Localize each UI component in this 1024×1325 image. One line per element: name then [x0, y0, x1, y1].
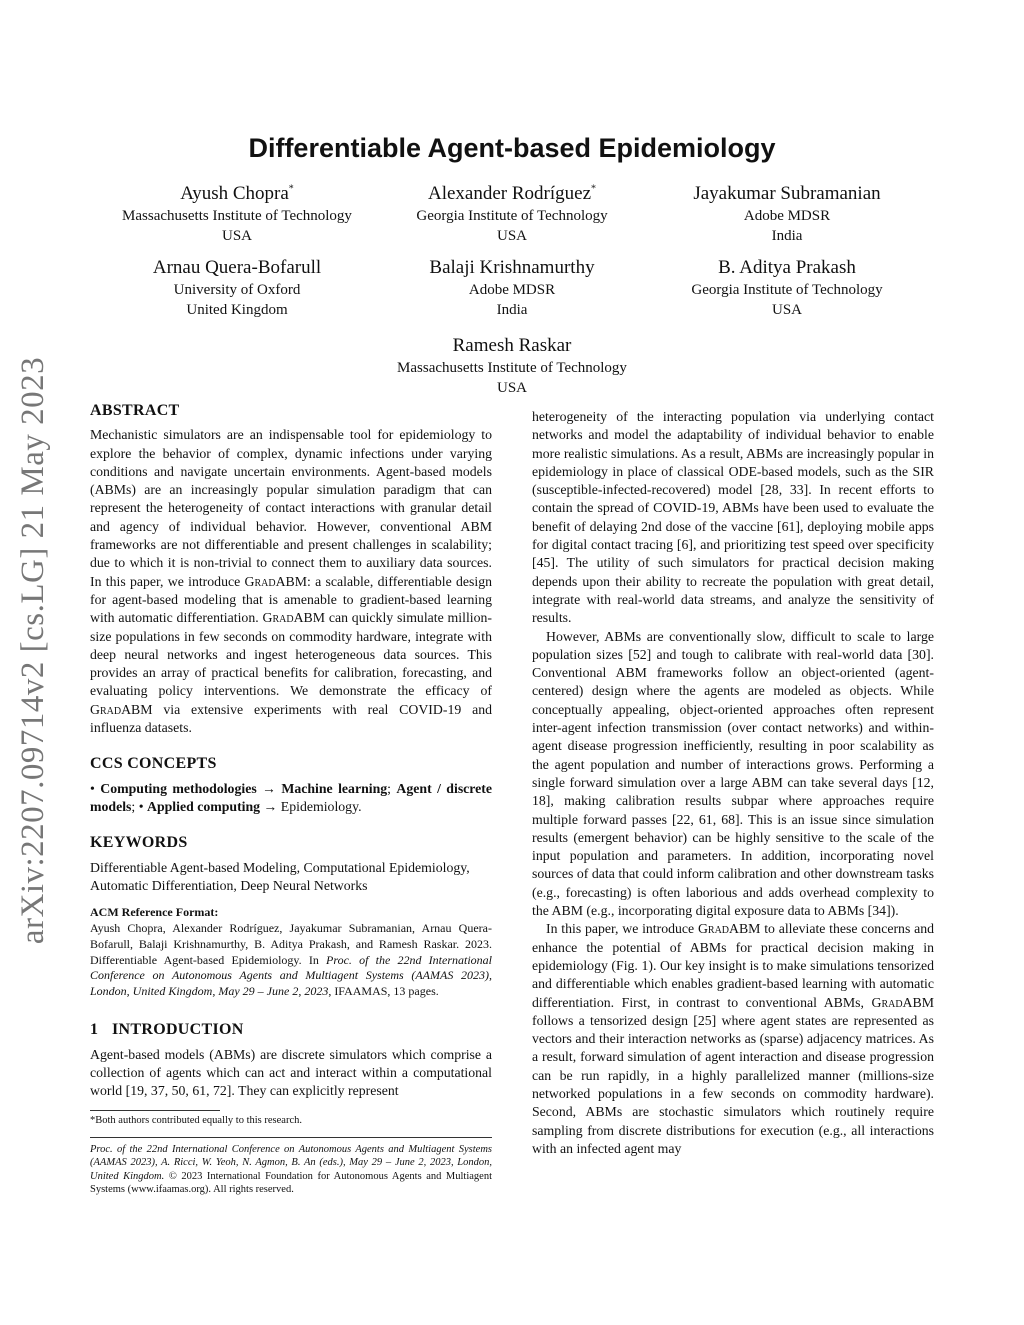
- conference-proceedings: Proc. of the 22nd International Conference on Autonomous Agents and Multiagent Systems (AAMAS 2023), A. Ricci, W. Yeoh, N. Agmon, B. An (eds.), May 29 – June 2, 2023, London, United Kingdom.: [90, 1143, 492, 1182]
- author-block: [362, 334, 662, 398]
- abstract-text: [90, 426, 492, 737]
- acm-reference: [90, 921, 492, 999]
- bullet: •: [90, 780, 95, 796]
- bullet: •: [138, 798, 144, 814]
- ccs-term: Machine learning: [281, 780, 388, 796]
- right-column: [532, 408, 934, 1158]
- intro-paragraph: Agent-based models (ABMs) are discrete simulators which comprise a collection of agents which can act and interact within a computational world [19, 37, 50, 61, 72]. They can explicitly represent: [90, 1046, 492, 1099]
- ccs-term: Computing methodologies: [100, 780, 257, 796]
- conference-copyright: © 2023 International Foundation for Autonomous Agents and Multiagent Systems (www.ifaamas.org). All rights reserved.: [90, 1170, 492, 1196]
- paper-title: Differentiable Agent-based Epidemiology: [248, 133, 776, 163]
- author-country: USA: [221, 228, 252, 244]
- keywords-text: Differentiable Agent-based Modeling, Computational Epidemiology, Automatic Differentiation, Deep Neural Networks: [90, 859, 470, 893]
- conference-info: [90, 1143, 492, 1197]
- author-block: [637, 182, 937, 246]
- author-affiliation: Adobe MDSR: [743, 208, 831, 224]
- method-name: GradABM: [262, 610, 326, 626]
- author-block: [362, 256, 662, 320]
- abstract-text-part: via extensive experiments with real COVID-19 and influenza datasets.: [90, 701, 492, 736]
- ccs-term: Applied computing: [147, 798, 261, 814]
- ccs-concepts: • Computing methodologies → Machine learning; Agent / discrete models; • Applied computing → Epidemiology.: [90, 780, 493, 814]
- arxiv-stamp: [8, 350, 60, 950]
- author-name: Ramesh Raskar: [452, 335, 572, 356]
- method-name: GradABM: [697, 921, 761, 937]
- left-column: [90, 402, 492, 1197]
- acm-reference-venue: Proc. of the 22nd International Conference on Autonomous Agents and Multiagent Systems (AAMAS 2023), London, United Kingdom, May 29 – June 2, 2023: [90, 952, 492, 998]
- body-paragraph: heterogeneity of the interacting population via underlying contact networks and model the adaptability of individual behavior to enable more realistic simulations. As a result, ABMs are increasingly popular in epidemiology in place of classical ODE-based models, such as the SIR (susceptible-infected-recovered) model [28, 33]. In recent efforts to contain the spread of COVID-19, ABMs have been used to evaluate the benefit of delaying 2nd dose of the vaccine [61], deploying mobile apps for digital contact tracing [6], and prioritizing test speed over specificity [45]. The utility of such simulators for practical decision making depends upon their ability to recreate the population with great detail, integrate with real-world data streams, and analyze the sensitivity of results.: [532, 409, 934, 626]
- author-name: Balaji Krishnamurthy: [429, 257, 595, 278]
- author-affiliation: Georgia Institute of Technology: [416, 208, 608, 224]
- arxiv-id: arXiv:2207.09714v2 [cs.LG] 21 May 2023: [15, 356, 52, 944]
- method-name: GradABM: [244, 573, 308, 589]
- author-block: [362, 182, 662, 246]
- method-name: GradABM: [90, 701, 153, 717]
- author-country: USA: [496, 380, 527, 396]
- author-affiliation: Massachusetts Institute of Technology: [397, 360, 627, 376]
- arrow: →: [262, 780, 276, 796]
- abstract-text-part: Mechanistic simulators are an indispensable tool for epidemiology to explore the behavior of complex, dynamic infections under varying conditions and navigate uncertain environments. Agent-based models (ABMs) are an increasingly popular simulation paradigm that can represent the heterogeneity of contact interactions with granular detail and agency of individual behavior. However, conventional ABM frameworks are not differentiable and present challenges in scalability; due to which it is non-trivial to connect them to auxiliary data sources. In this paper, we introduce: [90, 427, 492, 589]
- ccs-term: Agent / discrete models: [90, 780, 493, 814]
- author-affiliation: Adobe MDSR: [468, 282, 556, 298]
- conference-divider: [90, 1137, 492, 1138]
- author-block: [87, 256, 387, 320]
- author-name: Ayush Chopra: [180, 183, 289, 204]
- author-country: USA: [771, 302, 802, 318]
- keywords-heading: KEYWORDS: [90, 834, 188, 852]
- author-country: India: [496, 302, 528, 318]
- ccs-heading: CCS CONCEPTS: [90, 755, 217, 773]
- author-name: Jayakumar Subramanian: [693, 183, 881, 204]
- section-number: 1: [90, 1021, 99, 1039]
- author-block: [87, 182, 387, 246]
- footnote-divider: [90, 1110, 220, 1111]
- equal-contribution-mark: *: [288, 183, 294, 195]
- acm-reference-tail: , IFAAMAS, 13 pages.: [328, 983, 439, 998]
- author-country: United Kingdom: [186, 302, 288, 318]
- author-name: Alexander Rodríguez: [427, 183, 592, 204]
- body-text-part: to alleviate these concerns and enhance the potential of ABMs for practical decision making in epidemiology (Fig. 1). Our key insight is to make simulations tensorized and differentiable which enables gradient-based learning with automatic differentiation. First, in contrast to conventional ABMs,: [532, 921, 934, 1010]
- acm-reference-heading: ACM Reference Format:: [90, 905, 219, 920]
- arrow: →: [263, 798, 278, 814]
- body-text-part: In this paper, we introduce: [546, 921, 698, 937]
- author-affiliation: University of Oxford: [173, 282, 301, 298]
- author-affiliation: Massachusetts Institute of Technology: [122, 208, 352, 224]
- author-name: B. Aditya Prakash: [718, 257, 856, 278]
- author-country: India: [771, 228, 803, 244]
- equal-contribution-mark: *: [591, 183, 597, 195]
- abstract-text-part: can quickly simulate million-size populations in few seconds on commodity hardware, integrate with deep neural networks and ingest heterogeneous data sources. This provides an array of practical benefits for calibration, forecasting, and evaluating policy interventions. We demonstrate the efficacy of: [90, 610, 493, 699]
- body-paragraph: However, ABMs are conventionally slow, difficult to scale to large population sizes [52] and tough to calibrate with real-world data [30]. Conventional ABM frameworks follow an object-oriented (agent-centered) design where the agents are modeled as objects. While conceptually appealing, object-oriented approaches often represent inter-agent infection transmission (over contact networks) and within-agent disease progression inefficiently, resulting in poor scalability as the agent population and number of interactions grows. Performing a single forward simulation over a large ABM can take several days [12, 18], making calibration results subpar where approaches require multiple forward passes [22, 61, 68]. This is an issue since simulation results (emergent behavior) can be highly sensitive to the scale of the input population and parameters. In addition, incorporating novel sources of data that could inform calibration and other downstream tasks (e.g., forecasting) is often laborious and adds overhead complexity to the ABM (e.g., incorporating digital exposure data to ABMs [34]).: [532, 628, 934, 919]
- section-title: INTRODUCTION: [112, 1021, 244, 1039]
- abstract-heading: ABSTRACT: [90, 402, 180, 419]
- author-country: USA: [496, 228, 527, 244]
- body-paragraph: [532, 920, 934, 1158]
- ccs-term: Epidemiology.: [280, 798, 362, 814]
- author-block: [637, 256, 937, 320]
- author-name: Arnau Quera-Bofarull: [152, 257, 322, 278]
- author-affiliation: Georgia Institute of Technology: [691, 282, 883, 298]
- abstract-text-part: : a scalable, differentiable design for agent-based modeling that is amenable to gradient-based learning with automatic differentiation.: [90, 573, 492, 626]
- acm-reference-authors: Ayush Chopra, Alexander Rodríguez, Jayakumar Subramanian, Arnau Quera-Bofarull, Balaji Krishnamurthy, B. Aditya Prakash, and Ramesh Raskar. 2023. Differentiable Agent-based Epidemiology. In: [90, 921, 492, 967]
- body-text-part: follows a tensorized design [25] where agent states are represented as vectors and their interaction networks as (sparse) adjacency matrices. As a result, forward simulation of agent interaction and disease progression can be run rapidly, in a highly parallelized manner (millions-size networked populations in a few seconds on commodity hardware). Second, ABMs are stochastic simulators which routinely require sampling from discrete distributions for execution (e.g., all interactions with an infected agent may: [532, 1012, 934, 1156]
- intro-heading: [90, 1021, 492, 1039]
- method-name: GradABM: [871, 994, 934, 1010]
- footnote: *Both authors contributed equally to this research.: [90, 1114, 302, 1126]
